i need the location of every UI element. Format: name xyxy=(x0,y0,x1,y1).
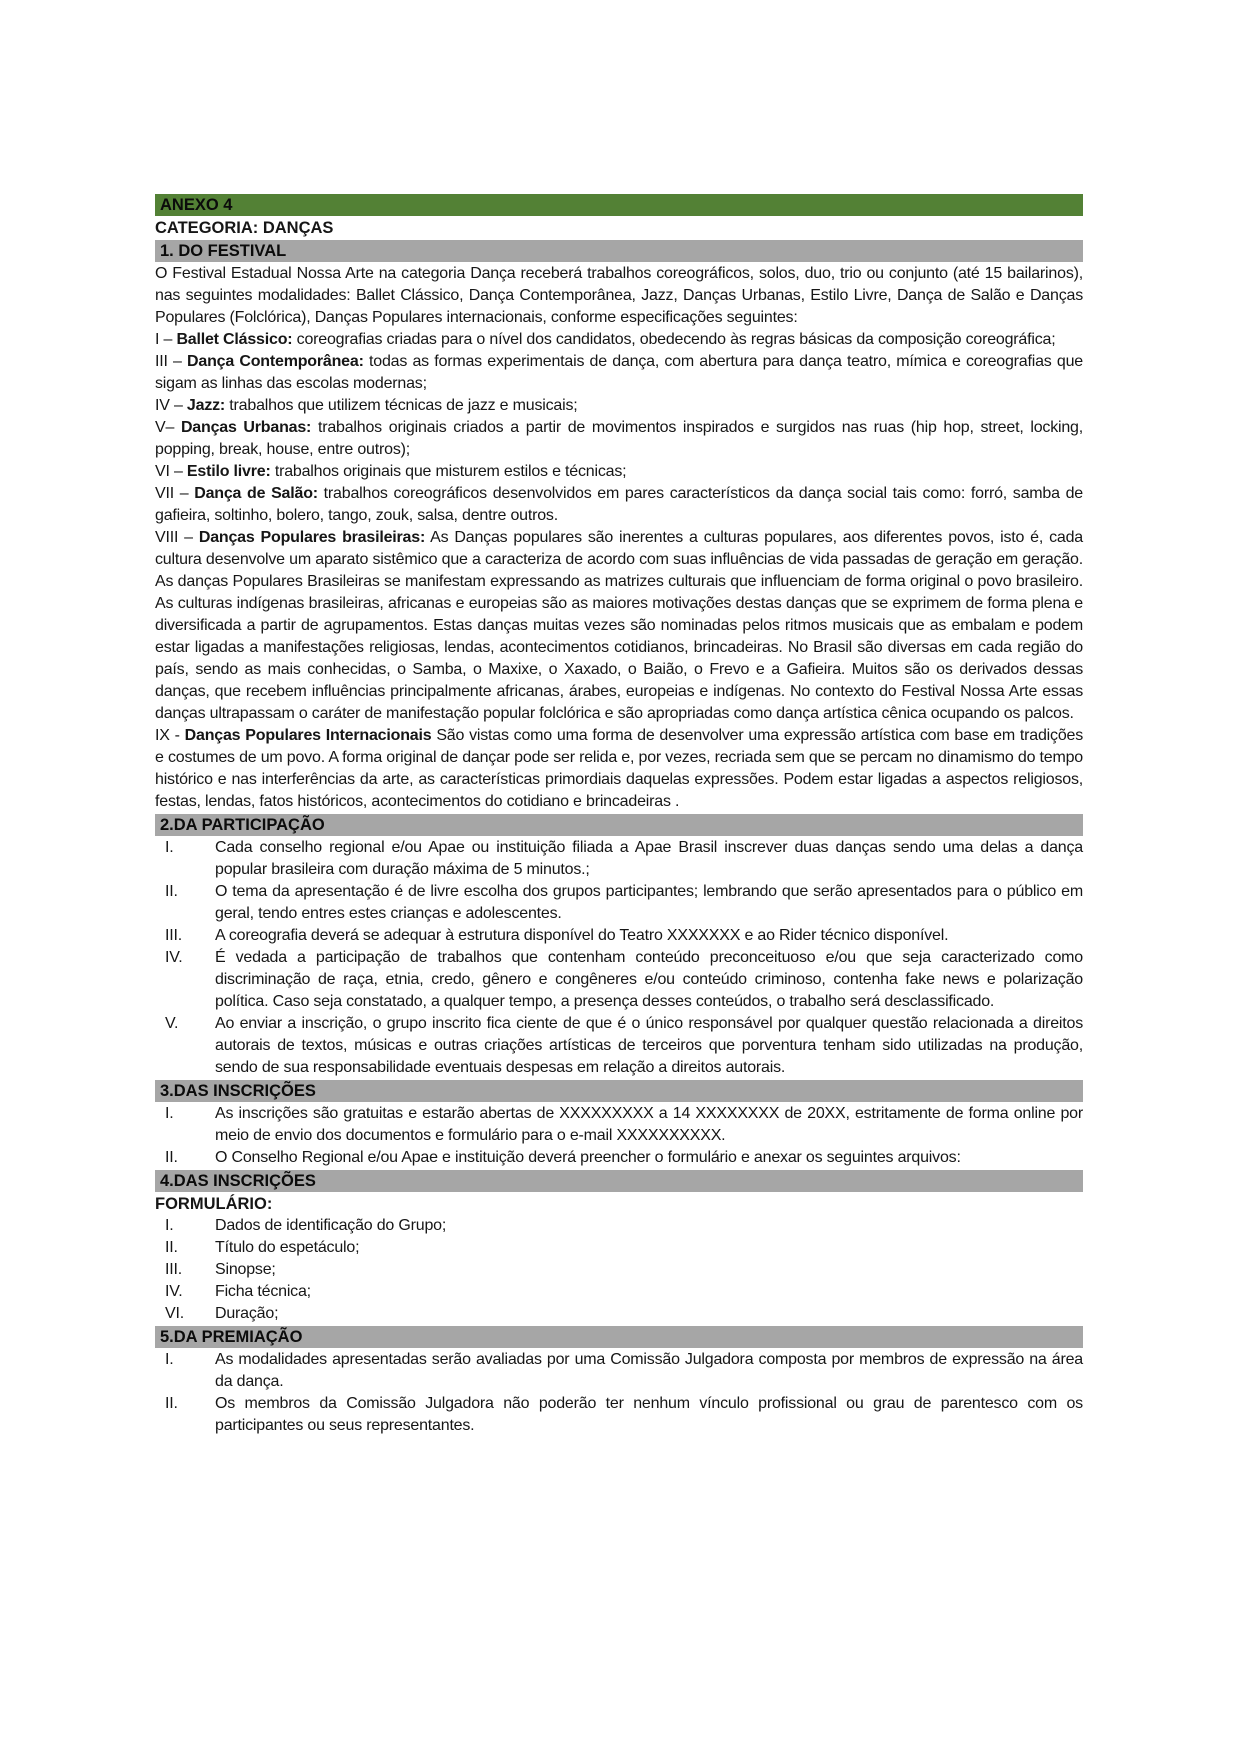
modality-description: coreografias criadas para o nível dos candidatos, obedecendo às regras básicas da composição coreográfica; xyxy=(292,331,1056,348)
list-item xyxy=(155,1303,1083,1325)
modality-name: Danças Populares brasileiras: xyxy=(198,529,426,546)
modality-item-populares-internacionais xyxy=(155,725,1083,813)
list-marker: II. xyxy=(165,1395,178,1412)
list-marker: V. xyxy=(165,1015,179,1032)
categoria-line: CATEGORIA: DANÇAS xyxy=(155,219,334,237)
list-marker: I. xyxy=(165,1105,174,1122)
list-item xyxy=(155,925,1083,947)
list-item-text: Os membros da Comissão Julgadora não poderão ter nenhum vínculo profissional ou grau de parentesco com os participantes ou seus representantes. xyxy=(215,1395,1083,1434)
list-item-text: O Conselho Regional e/ou Apae e instituição deverá preencher o formulário e anexar os seguintes arquivos: xyxy=(215,1149,961,1166)
modality-name: Jazz: xyxy=(186,397,226,414)
modality-prefix: III – xyxy=(155,353,188,370)
list-marker: IV. xyxy=(165,1283,183,1300)
list-item xyxy=(155,1215,1083,1237)
modality-name: Danças Populares Internacionais xyxy=(184,727,432,744)
formulario-heading: FORMULÁRIO: xyxy=(155,1195,273,1213)
list-item xyxy=(155,1103,1083,1147)
section-4-title: 4.DAS INSCRIÇÕES xyxy=(160,1172,316,1190)
modality-description: trabalhos originais criados a partir de movimentos inspirados e surgidos nas ruas (hip hop, street, locking, popping, break, house, entre outros); xyxy=(155,419,1083,458)
list-item xyxy=(155,1259,1083,1281)
list-marker: I. xyxy=(165,1217,174,1234)
modality-prefix: VIII – xyxy=(155,529,199,546)
section-3-title: 3.DAS INSCRIÇÕES xyxy=(160,1082,316,1100)
modality-description: trabalhos que utilizem técnicas de jazz e musicais; xyxy=(225,397,578,414)
list-item xyxy=(155,1237,1083,1259)
modality-prefix: V– xyxy=(155,419,181,436)
modality-prefix: VII – xyxy=(155,485,195,502)
anexo-header-bar xyxy=(155,194,1083,216)
list-marker: III. xyxy=(165,1261,182,1278)
anexo-title: ANEXO 4 xyxy=(160,196,233,214)
section-2-title: 2.DA PARTICIPAÇÃO xyxy=(160,816,325,834)
modality-item-contemporanea xyxy=(155,351,1083,395)
modality-description: trabalhos originais que misturem estilos e técnicas; xyxy=(270,463,627,480)
list-marker: II. xyxy=(165,883,178,900)
list-marker: IV. xyxy=(165,949,183,966)
list-marker: II. xyxy=(165,1239,178,1256)
modality-description: As Danças populares são inerentes a culturas populares, aos diferentes povos, isto é, cada cultura desenvolve um aparato sistêmico que a caracteriza de acordo com suas influências de vida passadas de geração em geração. As danças Populares Brasileiras se manifestam expressando as matrizes culturais que influenciam de forma original o povo brasileiro. As culturas indígenas brasileiras, africanas e europeias são as maiores motivações destas danças que se exprimem de forma plena e diversificada a partir de agrupamentos. Estas danças muitas vezes são nominadas pelos ritmos musicais que as embalam e podem estar ligadas a manifestações religiosas, lendas, acontecimentos cotidianos, brincadeiras. No Brasil são diversas em cada região do país, sendo as mais conhecidas, o Samba, o Maxixe, o Xaxado, o Baião, o Frevo e a Gafieira. Muitos são os derivados dessas danças, que recebem influências principalmente africanas, árabes, europeias e indígenas. No contexto do Festival Nossa Arte essas danças ultrapassam o caráter de manifestação popular folclórica e são apropriadas como dança artística cênica ocupando os palcos. xyxy=(155,529,1083,722)
list-item-text: Ao enviar a inscrição, o grupo inscrito fica ciente de que é o único responsável por qualquer questão relacionada a direitos autorais de textos, músicas e outras criações artísticas de terceiros que porventura tenham sido utilizadas na produção, sendo de sua responsabilidade eventuais despesas em relação a direitos autorais. xyxy=(215,1015,1083,1076)
list-marker: II. xyxy=(165,1149,178,1166)
modality-prefix: VI – xyxy=(155,463,187,480)
modality-item-jazz xyxy=(155,395,1083,417)
list-marker: I. xyxy=(165,1351,174,1368)
list-item-text: Cada conselho regional e/ou Apae ou instituição filiada a Apae Brasil inscrever duas danças sendo uma delas a dança popular brasileira com duração máxima de 5 minutos.; xyxy=(215,839,1083,878)
list-item-text: É vedada a participação de trabalhos que contenham conteúdo preconceituoso e/ou que seja caracterizado como discriminação de raça, etnia, credo, gênero e congêneres e/ou conteúdo criminoso, contenha fake news e polarização política. Caso seja constatado, a qualquer tempo, a presença desses conteúdos, o trabalho será desclassificado. xyxy=(215,949,1083,1010)
list-marker: VI. xyxy=(165,1305,184,1322)
section-5-title: 5.DA PREMIAÇÃO xyxy=(160,1328,303,1346)
modality-item-ballet xyxy=(155,329,1083,351)
modality-item-populares-brasileiras xyxy=(155,527,1083,725)
list-item-text: Título do espetáculo; xyxy=(215,1239,360,1256)
modality-name: Danças Urbanas: xyxy=(180,419,312,436)
modality-prefix: IX - xyxy=(155,727,185,744)
list-item-text: Duração; xyxy=(215,1305,279,1322)
list-item-text: A coreografia deverá se adequar à estrutura disponível do Teatro XXXXXXX e ao Rider técnico disponível. xyxy=(215,927,949,944)
modality-item-estilo-livre xyxy=(155,461,1083,483)
list-marker: I. xyxy=(165,839,174,856)
modality-name: Estilo livre: xyxy=(186,463,271,480)
modality-name: Dança de Salão: xyxy=(194,485,318,502)
list-item xyxy=(155,947,1083,1013)
list-item xyxy=(155,1349,1083,1393)
modality-name: Ballet Clássico: xyxy=(176,331,293,348)
modality-prefix: I – xyxy=(155,331,177,348)
section-3-bar xyxy=(155,1080,1083,1102)
list-item xyxy=(155,1281,1083,1303)
modality-item-salao xyxy=(155,483,1083,527)
list-item xyxy=(155,837,1083,881)
section-1-bar xyxy=(155,240,1083,262)
section-4-bar xyxy=(155,1170,1083,1192)
modality-name: Dança Contemporânea: xyxy=(187,353,364,370)
section-1-title: 1. DO FESTIVAL xyxy=(160,242,287,260)
list-item-text: O tema da apresentação é de livre escolha dos grupos participantes; lembrando que serão apresentados para o público em geral, tendo entres estes crianças e adolescentes. xyxy=(215,883,1083,922)
modality-item-urbanas xyxy=(155,417,1083,461)
festival-intro-paragraph: O Festival Estadual Nossa Arte na categoria Dança receberá trabalhos coreográficos, solos, duo, trio ou conjunto (até 15 bailarinos), nas seguintes modalidades: Ballet Clássico, Dança Contemporânea, Jazz, Danças Urbanas, Estilo Livre, Dança de Salão e Danças Populares (Folclórica), Danças Populares internacionais, conforme especificações seguintes: xyxy=(155,265,1083,326)
list-item xyxy=(155,1147,1083,1169)
list-item-text: As modalidades apresentadas serão avaliadas por uma Comissão Julgadora composta por membros de expressão na área da dança. xyxy=(215,1351,1083,1390)
list-item-text: Ficha técnica; xyxy=(215,1283,311,1300)
list-item-text: Dados de identificação do Grupo; xyxy=(215,1217,447,1234)
list-item xyxy=(155,1393,1083,1437)
modality-description: trabalhos coreográficos desenvolvidos em pares característicos da dança social tais como: forró, samba de gafieira, soltinho, bolero, tango, zouk, salsa, dentre outros. xyxy=(155,485,1084,524)
list-item xyxy=(155,881,1083,925)
list-item xyxy=(155,1013,1083,1079)
list-item-text: As inscrições são gratuitas e estarão abertas de XXXXXXXXX a 14 XXXXXXXX de 20XX, estritamente de forma online por meio de envio dos documentos e formulário para o e-mail XXXXXXXXXX. xyxy=(215,1105,1083,1144)
list-marker: III. xyxy=(165,927,182,944)
section-2-bar xyxy=(155,814,1083,836)
modality-prefix: IV – xyxy=(155,397,187,414)
section-5-bar xyxy=(155,1326,1083,1348)
list-item-text: Sinopse; xyxy=(215,1261,276,1278)
modality-description: todas as formas experimentais de dança, com abertura para dança teatro, mímica e coreografias que sigam as linhas das escolas modernas; xyxy=(155,353,1083,392)
modality-description: São vistas como uma forma de desenvolver uma expressão artística com base em tradições e costumes de um povo. A forma original de dançar pode ser relida e, por vezes, recriada sem que se percam no dinamismo do tempo histórico e nas interferências da arte, as características primordiais daquelas expressões. Podem estar ligadas a aspectos religiosos, festas, lendas, fatos históricos, acontecimentos do cotidiano e brincadeiras . xyxy=(155,727,1084,810)
